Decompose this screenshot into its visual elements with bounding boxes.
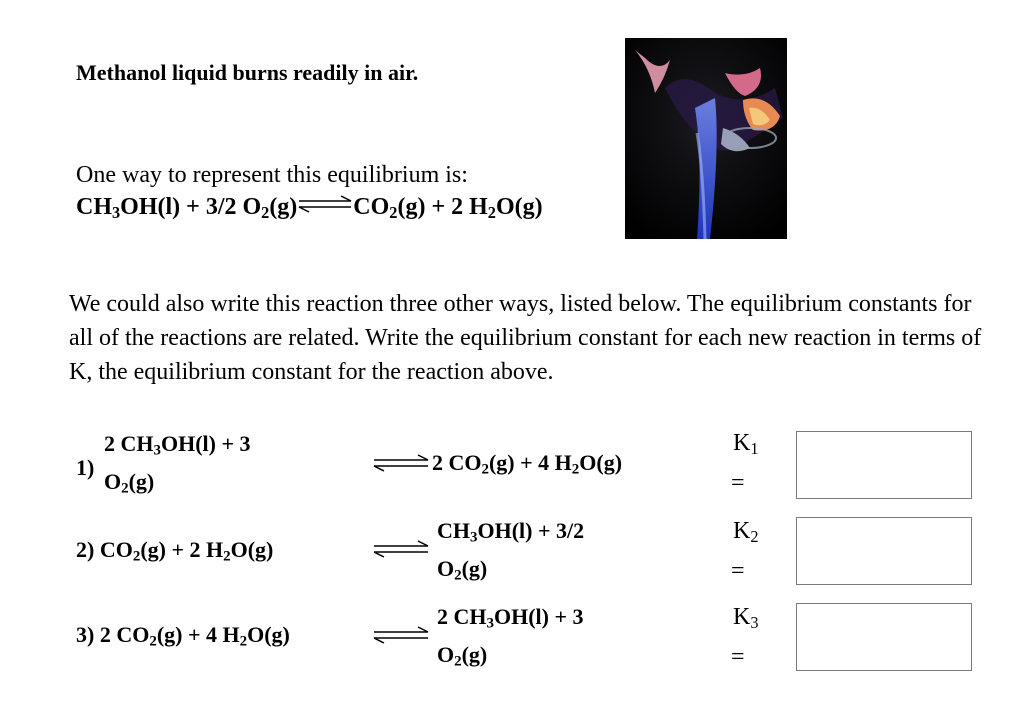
flame-icon: [625, 38, 787, 239]
k1-label: $K_1$: [733, 430, 759, 459]
reaction-1-products: 2 $CO_2(g) + 4$ $H_2O(g)$: [432, 450, 623, 478]
reaction-2-reactants: 2) $CO_2(g) + 2$ $H_2O(g)$: [76, 537, 274, 565]
k1-equals: =: [731, 470, 745, 496]
equilibrium-arrow-icon: [372, 541, 430, 557]
reaction-1-number: 1): [76, 455, 95, 480]
intro-text: One way to represent this equilibrium is:: [76, 162, 468, 188]
equilibrium-arrow-icon: [372, 627, 430, 643]
page-title: Methanol liquid burns readily in air.: [76, 60, 419, 85]
methanol-flame-photo: [625, 38, 787, 239]
description-paragraph: We could also write this reaction three other ways, listed below. The equilibrium constants for all of the reactions are related. Write the equilibrium constant for each new reaction in terms of K, the equilibrium constant for the reaction above.: [69, 291, 982, 385]
k1-answer-input[interactable]: [796, 431, 972, 499]
k3-answer-input[interactable]: [796, 603, 972, 671]
main-reactants: $CH_3OH(l) + 3/2$ $O_2(g)$: [76, 194, 298, 223]
reaction-3-number: 3): [76, 622, 95, 647]
k2-label: $K_2$: [733, 518, 759, 547]
reaction-2-number: 2): [76, 537, 95, 562]
equilibrium-arrow-icon: [297, 196, 353, 212]
main-equation: [76, 194, 543, 221]
k3-equals: =: [731, 644, 745, 670]
k3-label: $K_3$: [733, 604, 759, 633]
reaction-2-products: $CH_3OH(l) + 3/2$ $O_2(g)$: [437, 518, 585, 584]
reaction-3-products: 2 $CH_3OH(l) + 3$ $O_2(g)$: [437, 604, 584, 670]
reaction-1-reactants: 2 $CH_3OH(l) + 3$ $O_2(g)$: [104, 431, 251, 497]
k2-equals: =: [731, 558, 745, 584]
equilibrium-arrow-icon: [372, 455, 430, 471]
main-products: $CO_2(g) + 2$ $H_2O(g)$: [353, 194, 543, 223]
k2-answer-input[interactable]: [796, 517, 972, 585]
reaction-3-reactants: 3) 2 $CO_2(g) + 4$ $H_2O(g)$: [76, 622, 290, 650]
